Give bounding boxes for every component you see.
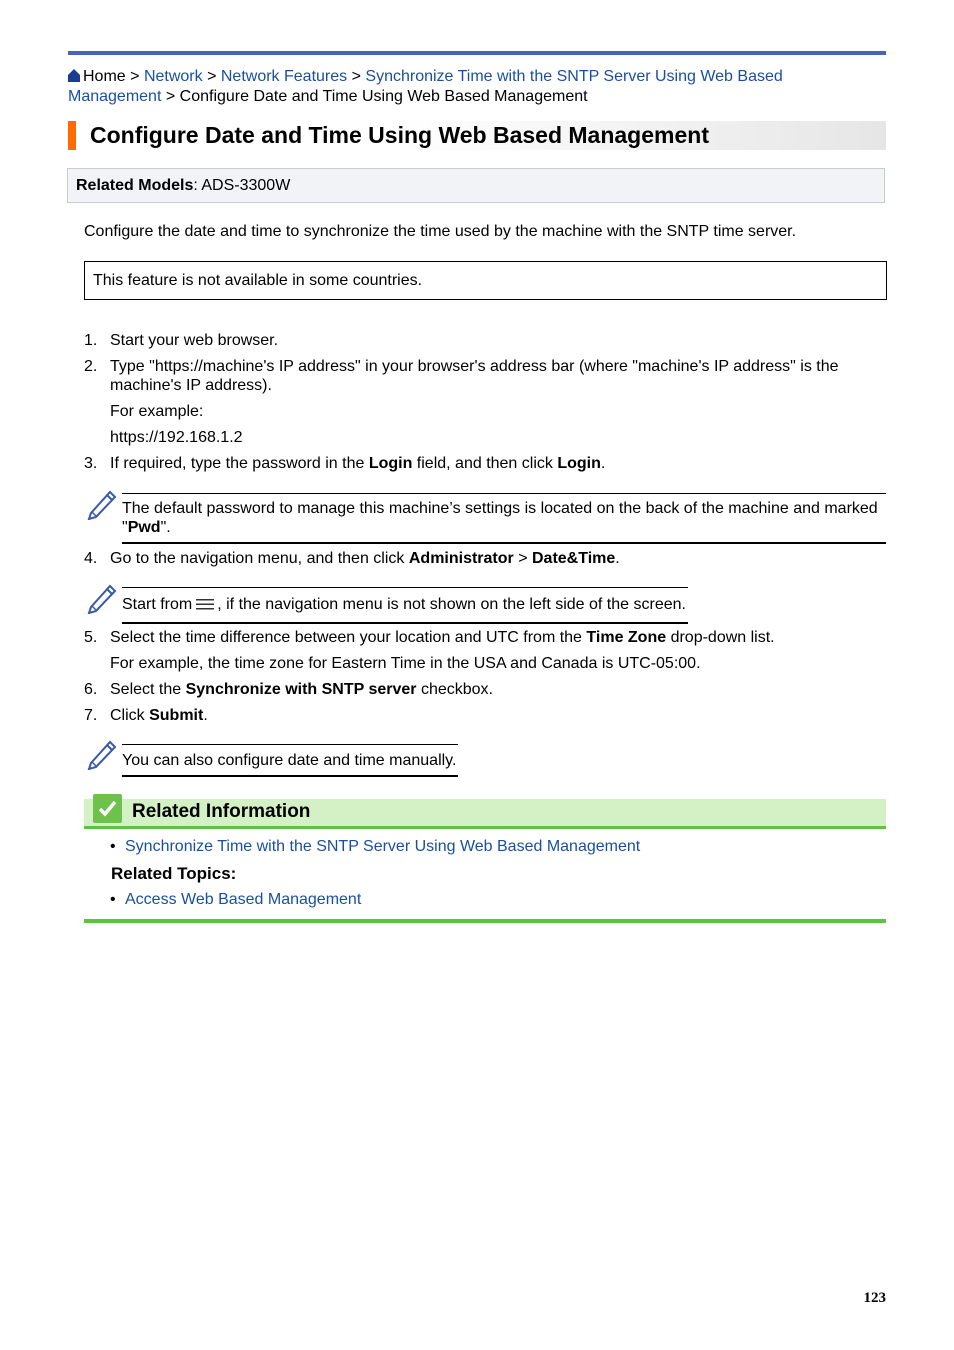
manual-note: You can also configure date and time manually. [122, 744, 458, 777]
check-icon [93, 794, 122, 823]
breadcrumb-network-link[interactable]: Network [143, 68, 203, 85]
menu-note [122, 587, 688, 624]
step-text [110, 706, 870, 725]
step-5-example: For example, the time zone for Eastern Time in the USA and Canada is UTC-05:00. [110, 655, 701, 672]
breadcrumb-sntp-link[interactable]: Synchronize Time with the SNTP Server Using Web Based [365, 68, 783, 85]
related-models-value: : ADS-3300W [193, 177, 291, 194]
step-2-example-value: https://192.168.1.2 [110, 429, 243, 446]
top-rule [68, 51, 886, 55]
step-text-part: Click [110, 707, 150, 724]
time-zone-field-name: Time Zone [586, 629, 667, 646]
page-number: 123 [863, 1290, 886, 1306]
note-bold: Pwd [127, 519, 161, 536]
administrator-menu-name: Administrator [408, 550, 514, 567]
breadcrumb-home: Home [83, 68, 126, 85]
step-text-part: . [600, 455, 606, 472]
page-title-bar [68, 121, 886, 150]
breadcrumb-current: Configure Date and Time Using Web Based Management [179, 88, 588, 105]
related-topics-label: Related Topics: [111, 864, 237, 883]
breadcrumb-separator: > [207, 68, 217, 85]
breadcrumb-separator: > [130, 68, 140, 85]
title-accent [68, 121, 76, 150]
related-topic-item [110, 890, 361, 909]
breadcrumb-separator: > [351, 68, 361, 85]
step-text-part: Go to the navigation menu, and then click [110, 550, 409, 567]
hamburger-menu-icon [196, 598, 214, 610]
note-text: , if the navigation menu is not shown on the left side of the screen. [217, 596, 686, 613]
login-field-name: Login [368, 455, 413, 472]
step-text-part: Select the time difference between your location and UTC from the [110, 629, 587, 646]
step-number: 5. [84, 629, 98, 646]
related-models-label: Related Models [76, 177, 194, 194]
sntp-checkbox-name: Synchronize with SNTP server [185, 681, 417, 698]
step-text: Start your web browser. [110, 332, 279, 349]
bullet: • [110, 891, 116, 908]
step-text-part: . [615, 550, 620, 567]
breadcrumb-separator: > [165, 88, 176, 105]
step-text: Type "https://machine's IP address" in your browser's address bar (where "machine's IP address" is the machine's IP address). [110, 358, 839, 394]
step-text-part: . [203, 707, 208, 724]
step-text-part: drop-down list. [666, 629, 775, 646]
step-text [110, 454, 870, 473]
password-note [122, 493, 886, 544]
step-number: 1. [84, 332, 98, 349]
related-information-header [84, 799, 886, 829]
breadcrumb [68, 67, 868, 107]
home-icon [68, 69, 80, 82]
related-link-sntp[interactable]: Synchronize Time with the SNTP Server Using Web Based Management [125, 838, 641, 855]
step-number: 2. [84, 358, 98, 375]
step-text-part: Select the [110, 681, 186, 698]
bullet: • [110, 838, 116, 855]
pencil-icon [86, 580, 120, 614]
step-text-part: checkbox. [416, 681, 493, 698]
step-text [110, 628, 870, 647]
intro-text: Configure the date and time to synchronize the time used by the machine with the SNTP time server. [84, 223, 797, 240]
breadcrumb-network-features-link[interactable]: Network Features [220, 68, 348, 85]
related-topic-access-web[interactable]: Access Web Based Management [125, 891, 362, 908]
step-text-part: If required, type the password in the [110, 455, 369, 472]
pencil-icon [86, 486, 120, 520]
step-text-part: > [513, 550, 532, 567]
step-number: 4. [84, 550, 98, 567]
datetime-menu-name: Date&Time [532, 550, 616, 567]
step-number: 7. [84, 707, 98, 724]
note-text: Start from [122, 596, 193, 613]
page-title: Configure Date and Time Using Web Based Management [90, 122, 709, 148]
step-text [110, 680, 870, 699]
submit-button-name: Submit [149, 707, 204, 724]
availability-note: This feature is not available in some countries. [84, 261, 887, 300]
step-2-example-label: For example: [110, 403, 204, 420]
step-number: 3. [84, 455, 98, 472]
related-link-item [110, 837, 640, 856]
breadcrumb-sntp-link-cont[interactable]: Management [68, 88, 162, 105]
note-text: The default password to manage this machine’s settings is located on the back of the machine and marked " [122, 500, 878, 536]
note-text: ". [160, 519, 171, 536]
pencil-icon [86, 736, 120, 770]
related-information-bottom-rule [84, 919, 886, 923]
step-text [110, 549, 870, 568]
related-information-title: Related Information [132, 801, 311, 822]
step-number: 6. [84, 681, 98, 698]
related-models-box [67, 168, 885, 203]
step-text-part: field, and then click [412, 455, 558, 472]
login-button-name: Login [557, 455, 601, 472]
